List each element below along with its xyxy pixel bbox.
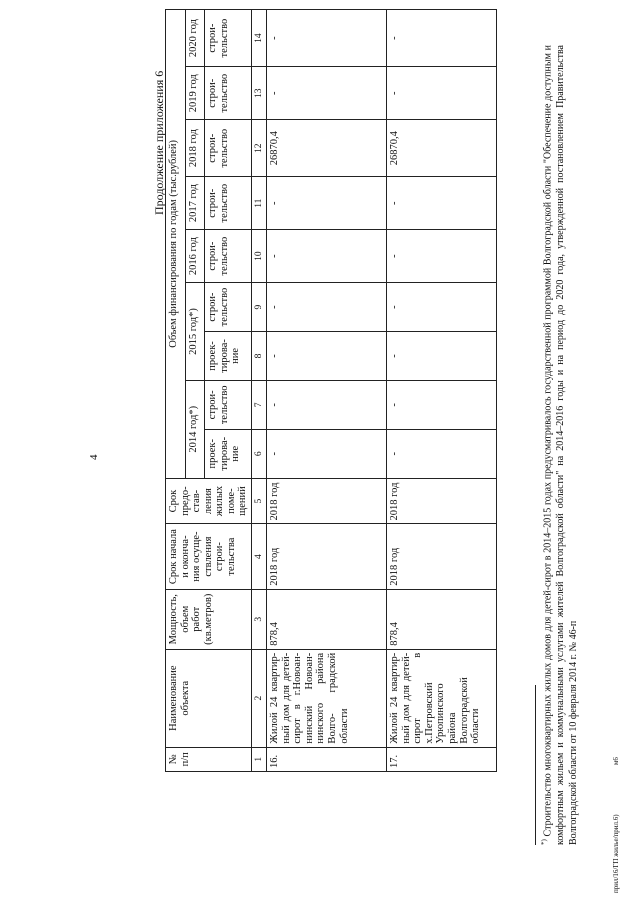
row-num: 17.	[387, 747, 497, 771]
header-delivery: Срок предо- став- ления жилых поме- щений	[166, 478, 252, 524]
footnote-text: Строительство многоквартирных жилых домов для детей-сирот в 2014–2015 годах предусматривалось государственной программой Волгоградской области "Обеспечение доступным и комфортным жильем и коммунальными услугами жителей Волгоградской области" на 2014–2016 годы и на период до 2020 года, утвержденной постановлением Правительства Волгоградской области от 10 февраля 2014 г. № 46-п	[542, 45, 580, 845]
build-2018-value: 26870,4	[267, 120, 387, 177]
design-2015-value: -	[387, 332, 497, 381]
build-2020-value: -	[267, 10, 387, 67]
col-number: 13	[251, 67, 266, 120]
col-number: 14	[251, 10, 266, 67]
capacity-value: 878,4	[267, 589, 387, 649]
col-number: 7	[251, 380, 266, 429]
header-2014: 2014 год*)	[185, 380, 205, 478]
header-build-2018: строи- тельство	[205, 120, 252, 177]
build-2014-value: -	[267, 380, 387, 429]
header-funding: Объем финансирования по годам (тыс.рублей)	[166, 10, 186, 479]
financing-table	[165, 9, 497, 772]
header-2016: 2016 год	[185, 230, 205, 283]
build-2016-value: -	[267, 230, 387, 283]
header-period: Срок начала и оконча- ния осуще- ствления строи- тельства	[166, 524, 252, 589]
header-build-2015: строи- тельство	[205, 283, 252, 332]
object-name: Жилой 24 квартир- ный дом для детей- сирот в г.Новоан- нинский Новоан- нинского района Волго- градской области	[267, 649, 387, 747]
header-design-2014: проек- тирова- ние	[205, 429, 252, 478]
header-2020: 2020 год	[185, 10, 205, 67]
col-number: 9	[251, 283, 266, 332]
build-2017-value: -	[267, 177, 387, 230]
design-2014-value: -	[387, 429, 497, 478]
header-2017: 2017 год	[185, 177, 205, 230]
continuation-label: Продолжение приложения 6	[152, 70, 166, 215]
build-2015-value: -	[387, 283, 497, 332]
col-number: 5	[251, 478, 266, 524]
header-2015: 2015 год*)	[185, 283, 205, 381]
header-2019: 2019 год	[185, 67, 205, 120]
object-name: Жилой 24 квартир- ный дом для детей- сирот в х.Петровский Урюпинского района Волгоградской области	[387, 649, 497, 747]
col-number: 11	[251, 177, 266, 230]
header-build-2017: строи- тельство	[205, 177, 252, 230]
build-2020-value: -	[387, 10, 497, 67]
header-design-2015: проек- тирова- ние	[205, 332, 252, 381]
build-2017-value: -	[387, 177, 497, 230]
table-row	[387, 10, 497, 772]
design-2014-value: -	[267, 429, 387, 478]
col-number: 3	[251, 589, 266, 649]
col-number: 10	[251, 230, 266, 283]
col-number: 8	[251, 332, 266, 381]
column-number-row	[251, 10, 266, 772]
build-2018-value: 26870,4	[387, 120, 497, 177]
col-number: 12	[251, 120, 266, 177]
period-value: 2018 год	[267, 524, 387, 589]
capacity-value: 878,4	[387, 589, 497, 649]
period-value: 2018 год	[387, 524, 497, 589]
col-number: 1	[251, 747, 266, 771]
header-build-2020: строи- тельство	[205, 10, 252, 67]
build-2014-value: -	[387, 380, 497, 429]
design-2015-value: -	[267, 332, 387, 381]
header-capacity: Мощность, объем работ (кв.метров)	[166, 589, 252, 649]
header-build-2016: строи- тельство	[205, 230, 252, 283]
header-build-2019: строи- тельство	[205, 67, 252, 120]
row-num: 16.	[267, 747, 387, 771]
footer-mark: м6	[612, 757, 620, 765]
build-2019-value: -	[267, 67, 387, 120]
col-number: 4	[251, 524, 266, 589]
col-number: 2	[251, 649, 266, 747]
header-row-1	[166, 10, 186, 772]
delivery-value: 2018 год	[267, 478, 387, 524]
footnote-divider	[535, 685, 536, 845]
header-build-2014: строи- тельство	[205, 380, 252, 429]
table-row	[267, 10, 387, 772]
header-2018: 2018 год	[185, 120, 205, 177]
delivery-value: 2018 год	[387, 478, 497, 524]
page-number: 4	[88, 454, 100, 460]
build-2015-value: -	[267, 283, 387, 332]
footer-code: прил/16/ГП жилье/прил.6)	[612, 814, 620, 893]
footnote-marker: *)	[540, 839, 548, 845]
header-num: № п/п	[166, 747, 252, 771]
col-number: 6	[251, 429, 266, 478]
header-name: Наименование объекта	[166, 649, 252, 747]
build-2019-value: -	[387, 67, 497, 120]
footnote	[540, 45, 580, 845]
build-2016-value: -	[387, 230, 497, 283]
